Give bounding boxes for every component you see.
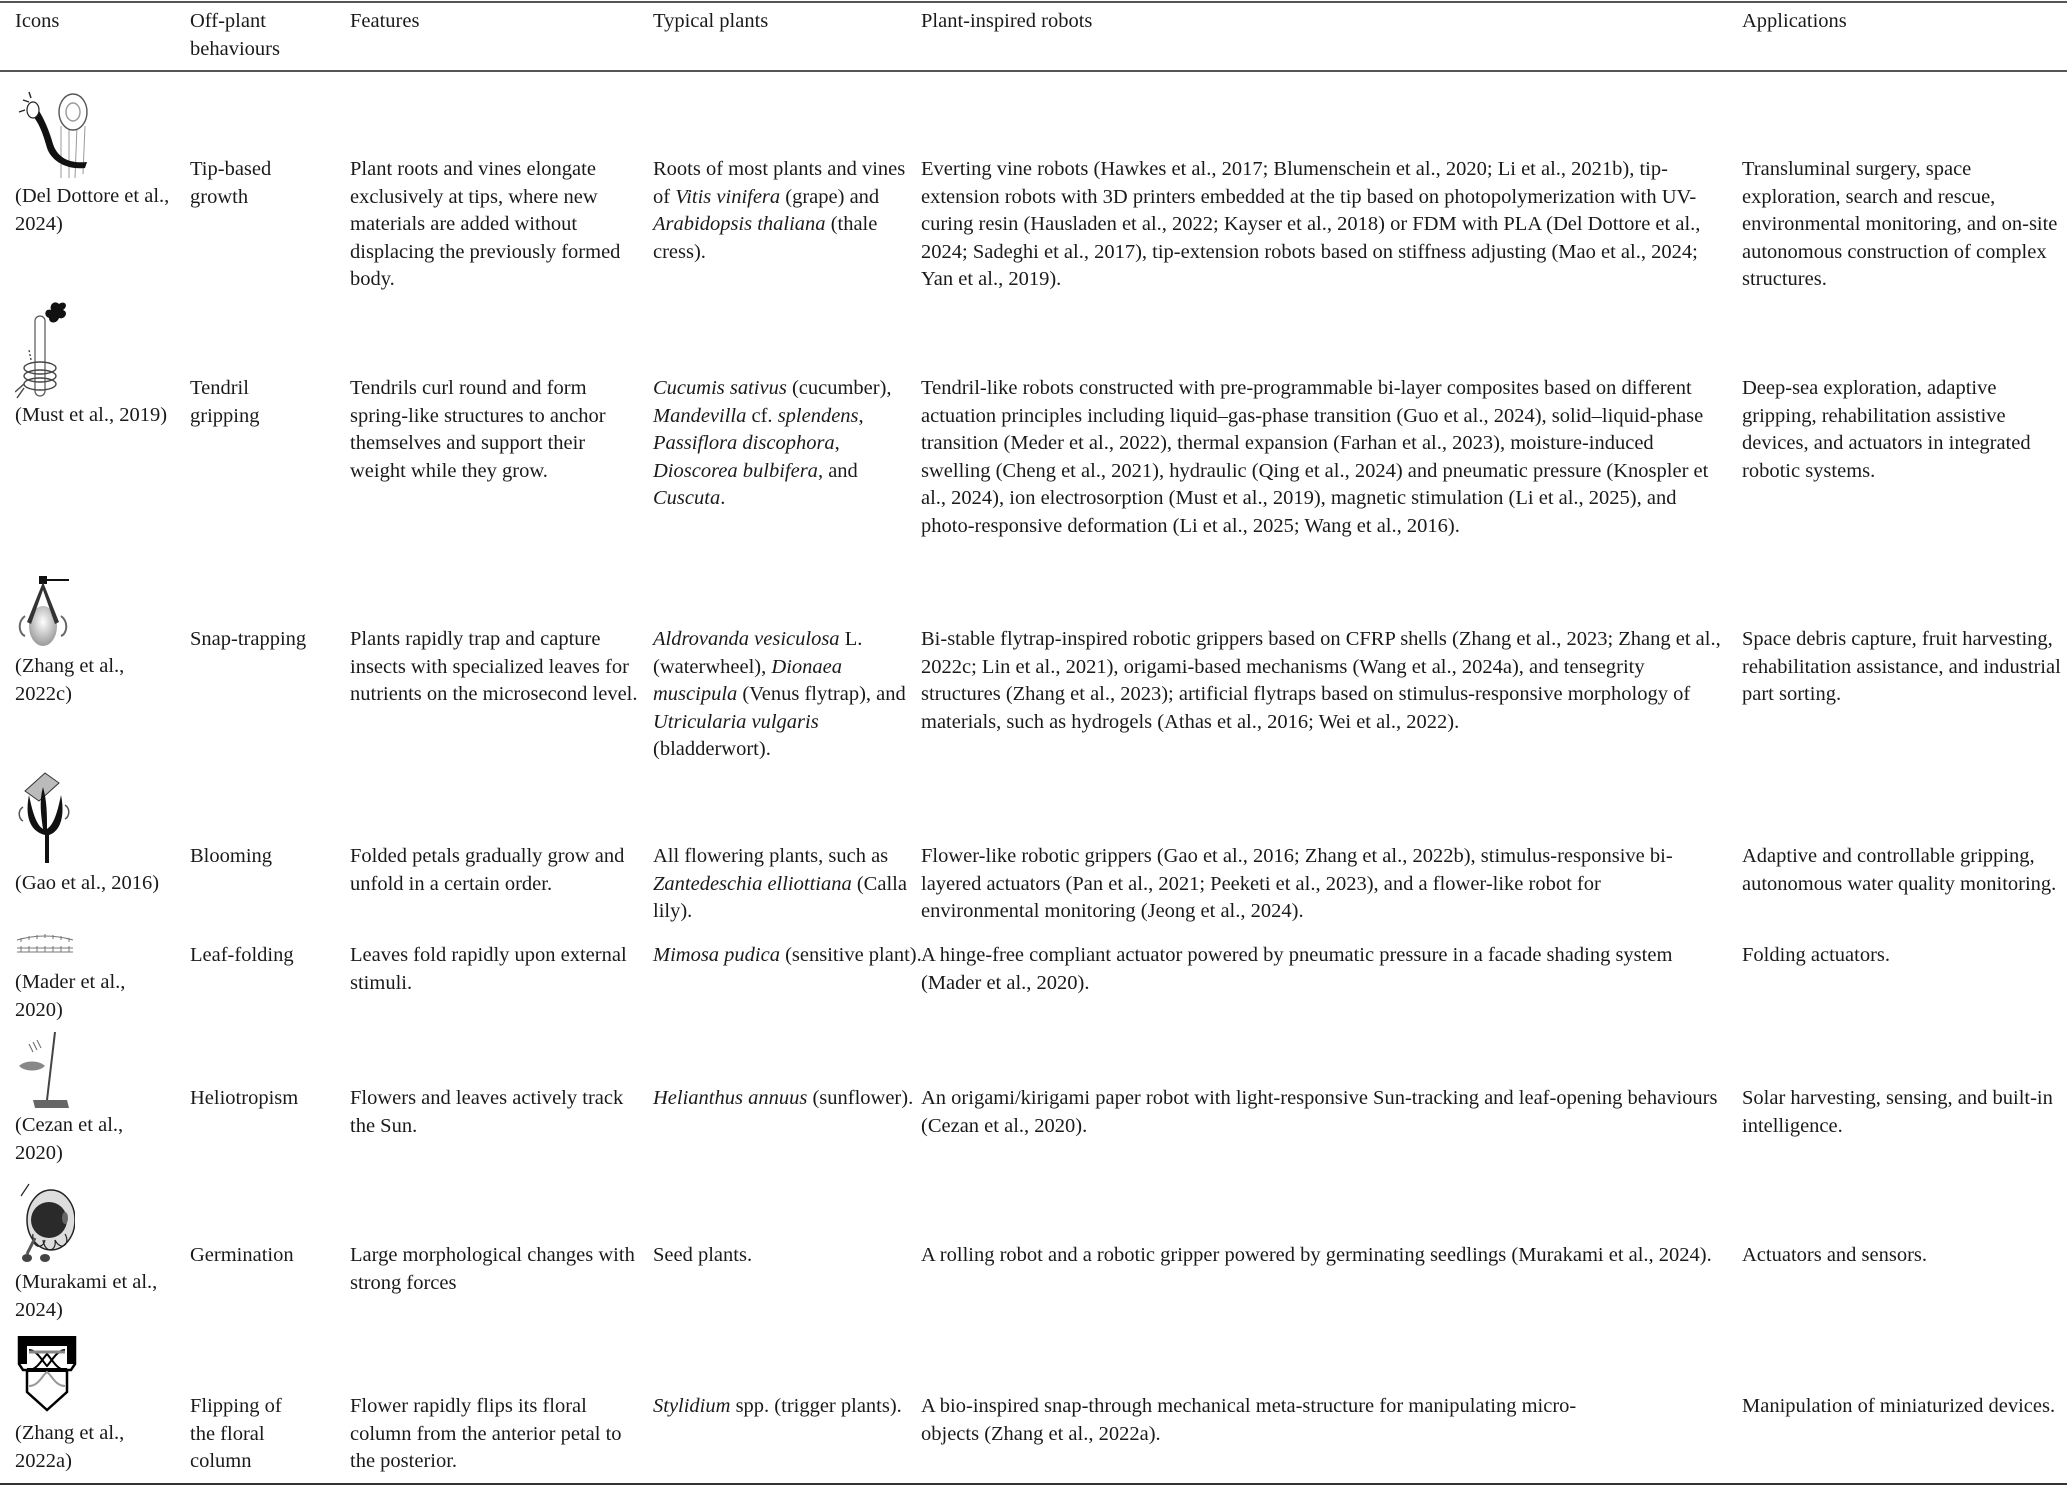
behaviour: Snap-trapping — [190, 628, 307, 650]
behaviour: Tip-based growth — [190, 158, 272, 208]
header-typical-plants: Typical plants — [653, 10, 769, 32]
features: Leaves fold rapidly upon external stimuli. — [350, 944, 627, 994]
plant-inspired-robots: Tendril-like robots constructed with pre-programmable bi-layer composites based on different actuation principles including liquid–gas-phase transition (Guo et al., 2024), solid–liquid-phase transition (Meder et al., 2022), thermal expansion (Farhan et al., 2023), moisture-induced swelling (Cheng et al., 2021), hydraulic (Qing et al., 2024) and pneumatic pressure (Knospler et al., 2024), ion electrosorption (Must et al., 2019), magnetic stimulation (Li et al., 2025), and photo-responsive deformation (Li et al., 2025; Wang et al., 2016). — [921, 377, 1709, 537]
plant-inspired-robots: Flower-like robotic grippers (Gao et al., 2016; Zhang et al., 2022b), stimulus-responsive bi-layered actuators (Pan et al., 2021; Peeketi et al., 2023), and a flower-like robot for environmental monitoring (Jeong et al., 2024). — [921, 845, 1673, 922]
plant-inspired-robots: A bio-inspired snap-through mechanical meta-structure for manipulating micro-objects (Zhang et al., 2022a). — [921, 1395, 1577, 1445]
header-applications: Applications — [1742, 10, 1847, 32]
folding-actuator-icon — [15, 932, 75, 954]
applications: Space debris capture, fruit harvesting, rehabilitation assistance, and industrial part sorting. — [1742, 628, 2061, 705]
plant-inspired-robots: A rolling robot and a robotic gripper powered by germinating seedlings (Murakami et al., 2024). — [921, 1244, 1712, 1266]
features: Plant roots and vines elongate exclusively at tips, where new materials are added without displacing the previously formed body. — [350, 158, 621, 290]
behaviour: Tendril gripping — [190, 377, 260, 427]
plant-inspired-robots: Bi-stable flytrap-inspired robotic grippers based on CFRP shells (Zhang et al., 2023; Zhang et al., 2022c; Lin et al., 2021), origami-based mechanisms (Wang et al., 2024a), and tensegrity structures (Zhang et al., 2023); artificial flytraps based on stimulus-responsive morphology of materials, such as hydrogels (Athas et al., 2016; Wei et al., 2022). — [921, 628, 1721, 733]
features: Flowers and leaves actively track the Sun. — [350, 1087, 624, 1137]
applications: Actuators and sensors. — [1742, 1244, 1928, 1266]
header-rule — [0, 70, 2067, 72]
typical-plants: Stylidium spp. (trigger plants). — [653, 1395, 902, 1417]
header-robots: Plant-inspired robots — [921, 10, 1093, 32]
plant-inspired-robots: An origami/kirigami paper robot with light-responsive Sun-tracking and leaf-opening behaviours (Cezan et al., 2020). — [921, 1087, 1718, 1137]
header-features: Features — [350, 10, 420, 32]
features: Plants rapidly trap and capture insects with specialized leaves for nutrients on the microsecond level. — [350, 628, 638, 705]
applications: Manipulation of miniaturized devices. — [1742, 1395, 2056, 1417]
features: Folded petals gradually grow and unfold in a certain order. — [350, 845, 625, 895]
icon-citation: (Must et al., 2019) — [15, 404, 168, 426]
icon-citation: (Del Dottore et al., 2024) — [15, 185, 170, 235]
icon-citation: (Zhang et al., 2022a) — [15, 1422, 125, 1472]
behaviour: Leaf-folding — [190, 944, 294, 966]
germinating-rolling-robot-icon — [15, 1178, 75, 1266]
snap-through-metastructure-icon — [15, 1336, 79, 1412]
table-top-rule — [0, 1, 2067, 3]
table-bottom-rule — [0, 1483, 2067, 1485]
icon-citation: (Gao et al., 2016) — [15, 872, 160, 894]
features: Tendrils curl round and form spring-like structures to anchor themselves and support their weight while they grow. — [350, 377, 606, 482]
features: Large morphological changes with strong forces — [350, 1244, 635, 1294]
behaviour: Heliotropism — [190, 1087, 299, 1109]
icon-citation: (Murakami et al., 2024) — [15, 1271, 158, 1321]
applications: Deep-sea exploration, adaptive gripping, rehabilitation assistive devices, and actuators in integrated robotic systems. — [1742, 377, 2031, 482]
features: Flower rapidly flips its floral column from the anterior petal to the posterior. — [350, 1395, 622, 1472]
behaviour: Germination — [190, 1244, 294, 1266]
behaviour: Blooming — [190, 845, 273, 867]
snap-trap-gripper-icon — [15, 576, 75, 648]
typical-plants: Roots of most plants and vines of Vitis vinifera (grape) and Arabidopsis thaliana (thale cress). — [653, 158, 906, 263]
applications: Transluminal surgery, space exploration, search and rescue, environmental monitoring, and on-site autonomous construction of complex structures. — [1742, 158, 2058, 290]
plant-inspired-robots: Everting vine robots (Hawkes et al., 2017; Blumenschein et al., 2020; Li et al., 2021b), tip-extension robots with 3D printers embedded at the tip based on photopolymerization with UV-curing resin (Hausladen et al., 2022; Kayser et al., 2018) or FDM with PLA (Del Dottore et al., 2024; Sadeghi et al., 2017), tip-extension robots based on stiffness adjusting (Mao et al., 2024; Yan et al., 2019). — [921, 158, 1701, 290]
behaviour: Flipping of the floral column — [190, 1395, 282, 1472]
root-vine-growth-icon — [15, 86, 95, 178]
applications: Solar harvesting, sensing, and built-in intelligence. — [1742, 1087, 2053, 1137]
typical-plants: Seed plants. — [653, 1244, 753, 1266]
typical-plants: Cucumis sativus (cucumber), Mandevilla cf. splendens, Passiflora discophora, Dioscorea bulbifera, and Cuscuta. — [653, 377, 892, 509]
typical-plants: All flowering plants, such as Zantedeschia elliottiana (Calla lily). — [653, 845, 907, 922]
header-icons: Icons — [15, 10, 60, 32]
icon-citation: (Cezan et al., 2020) — [15, 1114, 124, 1164]
icon-citation: (Zhang et al., 2022c) — [15, 655, 125, 705]
typical-plants: Mimosa pudica (sensitive plant). — [653, 944, 922, 966]
typical-plants: Helianthus annuus (sunflower). — [653, 1087, 914, 1109]
tendril-coil-icon — [15, 300, 75, 400]
typical-plants: Aldrovanda vesiculosa L. (waterwheel), Dionaea muscipula (Venus flytrap), and Utricularia vulgaris (bladderwort). — [653, 628, 906, 760]
icon-citation: (Mader et al., 2020) — [15, 971, 126, 1021]
header-behaviours: Off-plant behaviours — [190, 10, 280, 60]
sun-tracking-robot-icon — [15, 1030, 75, 1108]
applications: Adaptive and controllable gripping, autonomous water quality monitoring. — [1742, 845, 2057, 895]
flower-gripper-icon — [15, 771, 75, 865]
applications: Folding actuators. — [1742, 944, 1891, 966]
plant-inspired-robots: A hinge-free compliant actuator powered by pneumatic pressure in a facade shading system (Mader et al., 2020). — [921, 944, 1673, 994]
